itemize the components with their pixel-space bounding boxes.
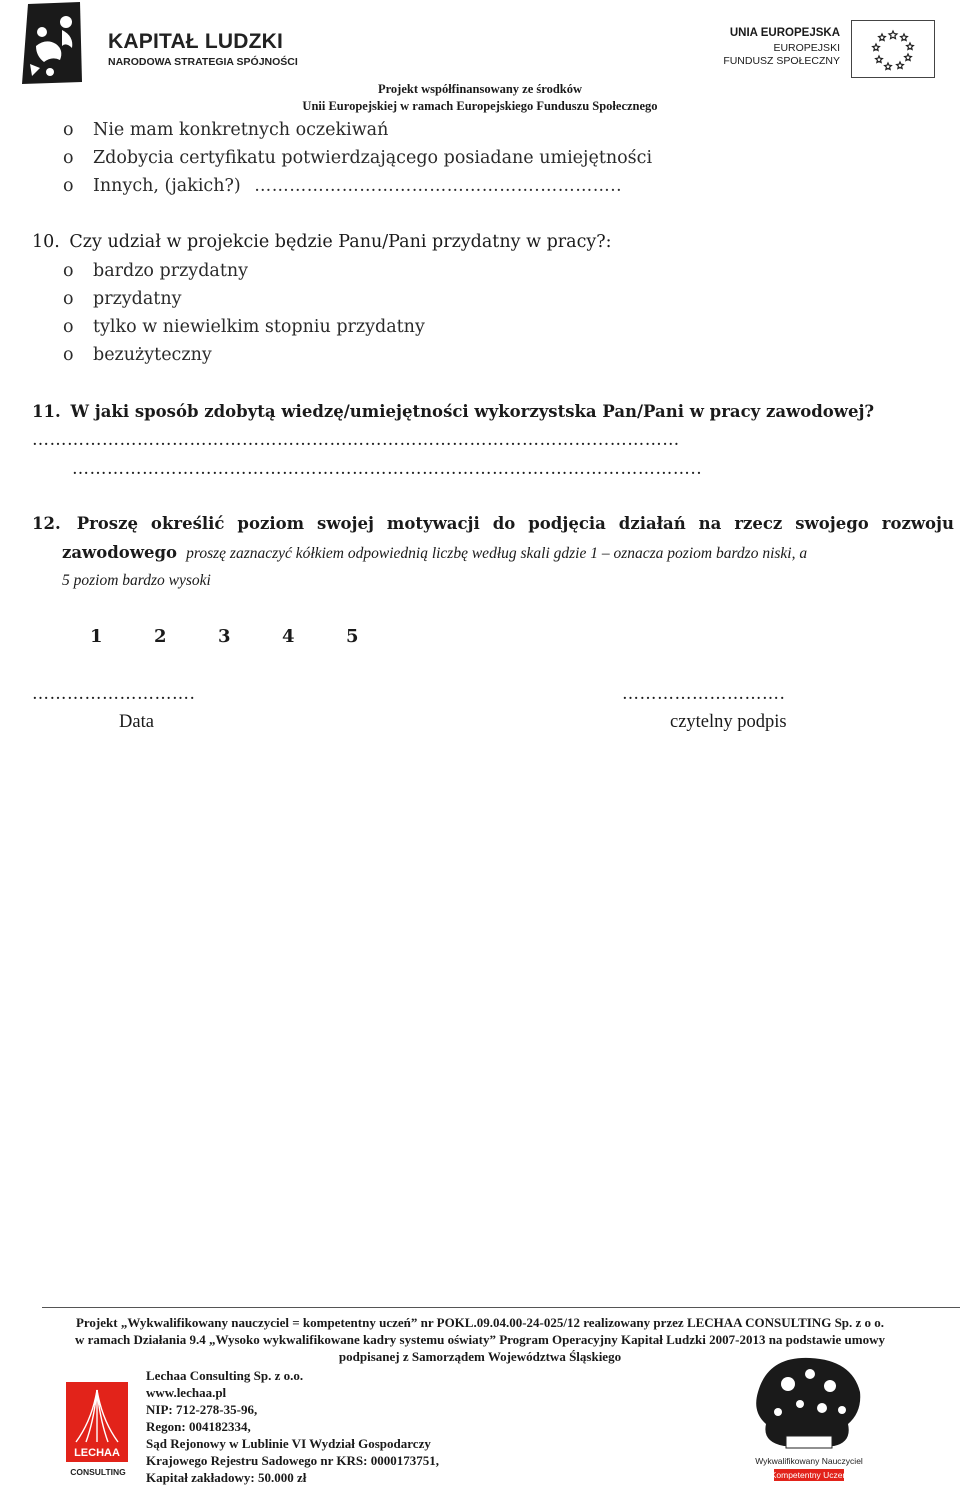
q10-option-2: o przydatny xyxy=(63,289,182,309)
cofinancing-line-2: Unii Europejskiej w ramach Europejskiego Funduszu Społecznego xyxy=(302,99,658,113)
radio-bullet: o xyxy=(63,261,74,281)
scale-option-1[interactable]: 1 xyxy=(90,626,103,647)
company-capital: Kapitał zakładowy: 50.000 zł xyxy=(146,1470,307,1485)
q11-text: W jaki sposób zdobytą wiedzę/umiejętności wykorzystska Pan/Pani w pracy zawodowej? xyxy=(70,402,875,421)
ue-label: UNIA EUROPEJSKA xyxy=(729,27,840,39)
q12-instruction-2: 5 poziom bardzo wysoki xyxy=(62,572,211,589)
company-krs: Krajowego Rejestru Sadowego nr KRS: 0000173751, xyxy=(146,1453,439,1468)
lechaa-logo-icon xyxy=(64,1380,132,1480)
project-logo-text-1: Wykwalifikowany Nauczyciel xyxy=(755,1456,863,1466)
company-regon: Regon: 004182334, xyxy=(146,1419,251,1434)
eu-flag-icon xyxy=(851,20,935,78)
scale-option-3[interactable]: 3 xyxy=(218,626,231,647)
company-website[interactable]: www.lechaa.pl xyxy=(146,1385,227,1400)
q12-heading xyxy=(32,514,954,533)
date-dots: ………………………. xyxy=(32,684,196,704)
radio-bullet: o xyxy=(63,148,74,168)
company-nip: NIP: 712-278-35-96, xyxy=(146,1402,258,1417)
radio-bullet: o xyxy=(63,289,74,309)
footer-divider xyxy=(42,1307,960,1308)
cofinancing-line-1: Projekt współfinansowany ze środków xyxy=(377,82,583,96)
date-label: Data xyxy=(119,712,154,732)
kapital-ludzki-subtitle: NARODOWA STRATEGIA SPÓJNOŚCI xyxy=(108,56,298,68)
q10-option-1: o bardzo przydatny xyxy=(63,261,249,281)
q12-line-2 xyxy=(62,543,954,563)
q12-text-2: zawodowego xyxy=(62,543,178,562)
company-name: Lechaa Consulting Sp. z o.o. xyxy=(146,1368,304,1383)
q11-number: 11. xyxy=(32,402,61,421)
q9-option-2: o Zdobycia certyfikatu potwierdzającego posiadane umiejętności xyxy=(63,148,653,168)
q10-text: Czy udział w projekcie będzie Panu/Pani przydatny w pracy?: xyxy=(69,232,612,252)
q11-heading xyxy=(32,402,874,421)
q11-answer-dots-2: ……………………………………………………………………….…………………….. xyxy=(72,459,703,479)
kapital-ludzki-title: KAPITAŁ LUDZKI xyxy=(108,30,284,53)
radio-bullet: o xyxy=(63,317,74,337)
q10-option-4: o bezużyteczny xyxy=(63,345,212,365)
scale-option-5[interactable]: 5 xyxy=(346,626,359,647)
company-court: Sąd Rejonowy w Lublinie VI Wydział Gospodarczy xyxy=(146,1436,431,1451)
q12-number: 12. xyxy=(32,514,61,533)
q12-instruction-1: proszę zaznaczyć kółkiem odpowiednią liczbę według skali gdzie 1 – oznacza poziom bardzo niski, a xyxy=(186,545,808,562)
signature-dots: ………………………. xyxy=(622,684,786,704)
footer-line-1: Projekt „Wykwalifikowany nauczyciel = kompetentny uczeń” nr POKL.09.04.00-24-025/12 realizowany przez LECHAA CONSULTING Sp. z o o. xyxy=(75,1315,885,1330)
efs-label-2: FUNDUSZ SPOŁECZNY xyxy=(723,55,840,67)
project-logo-text-2: Kompetentny Uczeń xyxy=(770,1470,848,1480)
footer-line-2: w ramach Działania 9.4 „Wysoko wykwalifikowane kadry systemu oświaty” Program Operacyjny Kapitał Ludzki 2007-2013 na podstawie umowy xyxy=(75,1332,885,1347)
q9-option-3: o Innych, (jakich?) ………………………………………….………….. xyxy=(63,176,623,196)
scale-option-2[interactable]: 2 xyxy=(154,626,167,647)
radio-bullet: o xyxy=(63,120,74,140)
q10-number: 10. xyxy=(32,232,60,252)
q9-answer-dots: ………………………………………….………….. xyxy=(254,176,623,196)
efs-label-1: EUROPEJSKI xyxy=(773,42,840,54)
q11-answer-dots-1: ……………………………………………………………………………………...………… xyxy=(32,430,680,450)
signature-label: czytelny podpis xyxy=(670,712,787,732)
q10-heading xyxy=(32,232,612,252)
lechaa-logo-text: LECHAA xyxy=(74,1447,120,1459)
q9-option-1: o Nie mam konkretnych oczekiwań xyxy=(63,120,389,140)
q10-option-3: o tylko w niewielkim stopniu przydatny xyxy=(63,317,425,337)
project-logo-icon xyxy=(748,1352,870,1484)
lechaa-logo-subtext: CONSULTING xyxy=(70,1467,126,1477)
kapital-ludzki-logo-icon xyxy=(22,2,84,84)
radio-bullet: o xyxy=(63,176,74,196)
radio-bullet: o xyxy=(63,345,74,365)
q12-text-1: Proszę określić poziom swojej motywacji do podjęcia działań na rzecz swojego rozwoju xyxy=(76,514,954,533)
scale-option-4[interactable]: 4 xyxy=(282,626,295,647)
q12-scale xyxy=(90,626,410,647)
footer-line-3: podpisanej z Samorządem Województwa Śląskiego xyxy=(338,1349,622,1364)
